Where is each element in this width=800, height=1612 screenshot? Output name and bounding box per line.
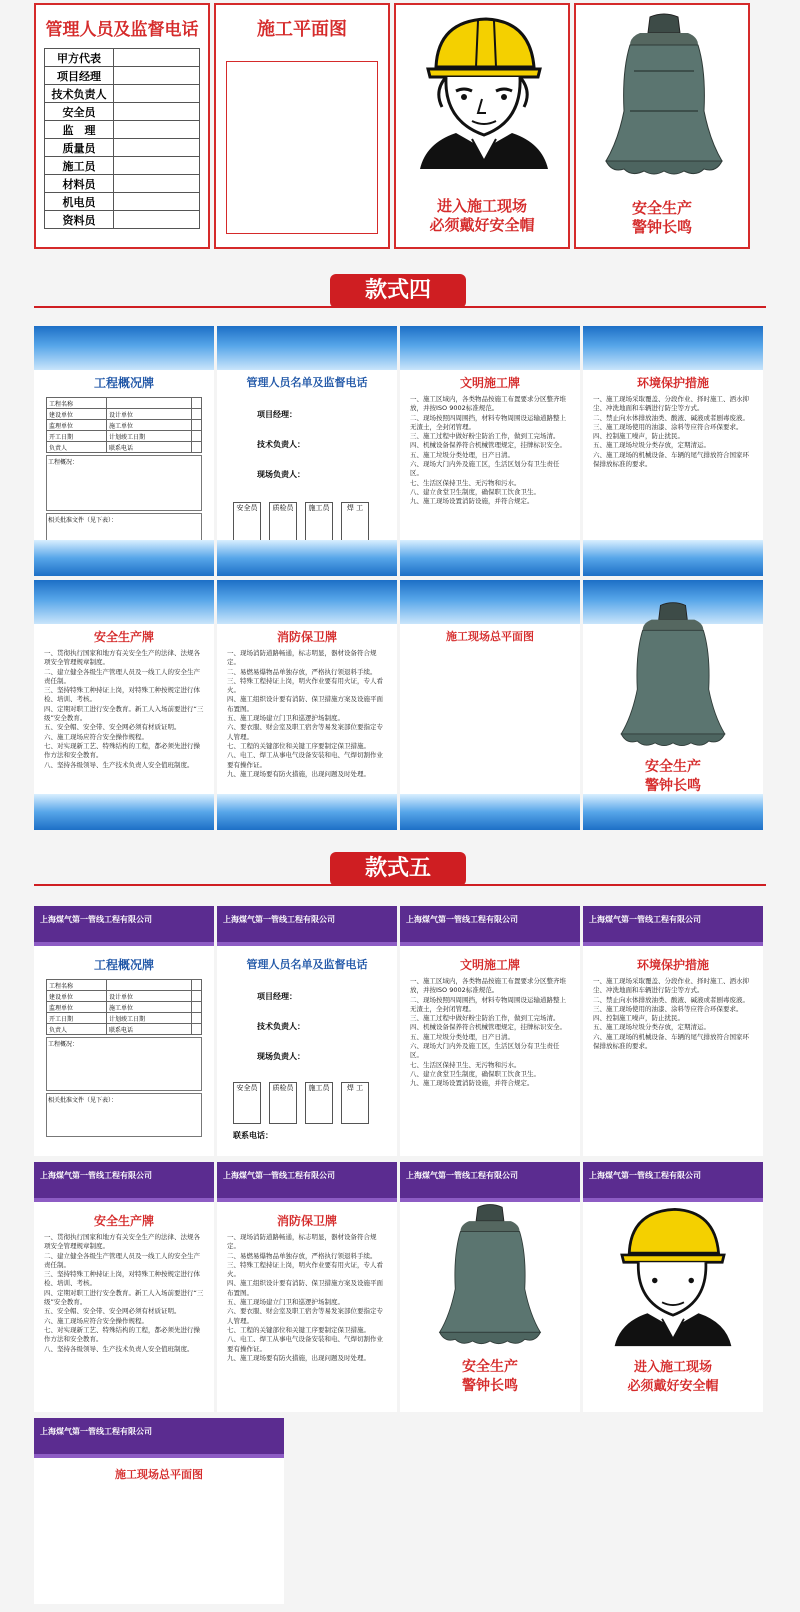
s5-staff-board: [217, 906, 397, 1156]
plan-placeholder: [226, 61, 378, 234]
s5-fire-title: 消防保卫牌: [276, 1214, 337, 1228]
s5-org-box: 焊 工: [341, 1082, 369, 1124]
s5-siteplan-title: 施工现场总平面图: [115, 1468, 203, 1481]
overview-cell: [191, 420, 201, 431]
s5-org-box: 质检员: [269, 1082, 297, 1124]
staff-role: 机电员: [45, 193, 114, 211]
overview-row: [47, 980, 202, 991]
s5-helmet-line2: 必须戴好安全帽: [627, 1379, 719, 1394]
helmet-board: [394, 3, 570, 249]
s4-staff-header-wave: [217, 326, 397, 370]
s4-staff-field-manager: 项目经理：: [257, 410, 297, 419]
s4-overview-table: [46, 397, 202, 453]
s5-company-header: 上海煤气第一管线工程有限公司: [400, 906, 580, 942]
s5-environment-text: 一、施工现场采取覆盖、分段作业、择时施工、洒水抑尘、冲洗地面和车辆进行防尘等方式。 二、禁止向水体排放油类、酸液、碱液或者剧毒废液。 三、施工现场使用的油漆、涂料等应符合环保要求。 四、控制施工噪声，防止扰民。 五、施工现场垃圾分类存放，定期清运。 六、施工现场的机械设备、车辆的尾气排放符合国家环保排放标准的要求。: [593, 977, 749, 1051]
staff-role: 监 理: [45, 121, 114, 139]
staff-row: [45, 193, 200, 211]
s4-civilized-footer-wave: [400, 540, 580, 576]
s5-bell-board: [400, 1162, 580, 1412]
s5-header-stripe: [217, 942, 397, 946]
helmet-slogan-line1: 进入施工现场: [436, 197, 527, 215]
staff-board-title: 管理人员及监督电话: [45, 20, 199, 40]
staff-contact-cell: [114, 193, 200, 211]
overview-cell: 联系电话: [106, 1024, 191, 1035]
staff-contact-cell: [114, 67, 200, 85]
staff-row: [45, 175, 200, 193]
overview-cell: 负责人: [47, 1024, 107, 1035]
s4-bell-footer-wave: [583, 794, 763, 830]
overview-row: [47, 420, 202, 431]
s4-org-box: 焊 工: [341, 502, 369, 544]
staff-contact-cell: [114, 49, 200, 67]
s4-staff-footer-wave: [217, 540, 397, 576]
s4-fire-header-wave: [217, 580, 397, 624]
s4-siteplan-board: [400, 580, 580, 830]
worker-helmet-illustration: [416, 11, 552, 171]
s4-staff-title: 管理人员名单及监督电话: [246, 376, 368, 389]
overview-row: [47, 442, 202, 453]
overview-row: [47, 1002, 202, 1013]
s5-company-header: 上海煤气第一管线工程有限公司: [34, 1162, 214, 1198]
staff-role: 项目经理: [45, 67, 114, 85]
s4-environment-footer-wave: [583, 540, 763, 576]
staff-contact-cell: [114, 85, 200, 103]
s5-civilized-title: 文明施工牌: [459, 958, 520, 972]
s5-bell-line1: 安全生产: [462, 1359, 518, 1375]
helmet-slogan-line2: 必须戴好安全帽: [429, 216, 535, 234]
overview-row: [47, 1024, 202, 1035]
plan-board: [214, 3, 390, 249]
s4-overview-header-wave: [34, 326, 214, 370]
staff-contact-cell: [114, 175, 200, 193]
s5-header-stripe: [34, 942, 214, 946]
s5-bell-illustration: [434, 1202, 546, 1348]
s4-bell-line1: 安全生产: [645, 759, 701, 775]
overview-row: [47, 1013, 202, 1024]
overview-cell: [191, 431, 201, 442]
staff-contact-cell: [114, 157, 200, 175]
s4-civilized-board: [400, 326, 580, 576]
s5-civilized-board: [400, 906, 580, 1156]
style5-banner: 款式五: [330, 852, 466, 886]
s4-overview-note: 工程概况：: [46, 455, 202, 511]
overview-cell: [191, 1002, 201, 1013]
s5-overview-title: 工程概况牌: [93, 958, 154, 972]
s5-header-stripe: [34, 1454, 284, 1458]
overview-row: [47, 409, 202, 420]
overview-row: [47, 431, 202, 442]
overview-cell: 计划竣工日期: [106, 1013, 191, 1024]
s5-header-stripe: [34, 1198, 214, 1202]
s4-staff-fields: [257, 400, 397, 490]
s5-overview-table: [46, 979, 202, 1035]
s4-staff-board: [217, 326, 397, 576]
s5-worker-helmet-illustration: [611, 1202, 735, 1348]
s5-company-header: 上海煤气第一管线工程有限公司: [34, 1418, 284, 1454]
staff-contact-cell: [114, 211, 200, 229]
s5-helmet-slogan: [583, 1358, 763, 1396]
overview-cell: [191, 1024, 201, 1035]
overview-cell: 施工单位: [106, 1002, 191, 1013]
overview-cell: [191, 442, 201, 453]
staff-contact-cell: [114, 103, 200, 121]
staff-row: [45, 103, 200, 121]
overview-cell: 监理单位: [47, 1002, 107, 1013]
s5-siteplan-board: [34, 1418, 284, 1604]
s4-overview-title: 工程概况牌: [93, 376, 154, 390]
s4-safety-footer-wave: [34, 794, 214, 830]
s5-overview-note: 工程概况：: [46, 1037, 202, 1091]
staff-row: [45, 121, 200, 139]
bell-slogan-line1: 安全生产: [631, 199, 692, 217]
overview-cell: 开工日期: [47, 1013, 107, 1024]
overview-cell: 设计单位: [106, 991, 191, 1002]
s5-environment-title: 环境保护措施: [636, 958, 709, 972]
s5-staff-field-tech: 技术负责人：: [257, 1022, 305, 1031]
s5-staff-field-site: 现场负责人：: [257, 1052, 305, 1061]
s5-company-header: 上海煤气第一管线工程有限公司: [34, 906, 214, 942]
s4-siteplan-title: 施工现场总平面图: [446, 630, 534, 643]
s4-fire-board: [217, 580, 397, 830]
style4-banner: 款式四: [330, 274, 466, 308]
s5-company-header: 上海煤气第一管线工程有限公司: [583, 1162, 763, 1198]
s4-staff-field-site: 现场负责人：: [257, 470, 305, 479]
overview-cell: 联系电话: [106, 442, 191, 453]
s5-header-stripe: [217, 1198, 397, 1202]
overview-cell: 开工日期: [47, 431, 107, 442]
overview-cell: 计划竣工日期: [106, 431, 191, 442]
s5-company-header: 上海煤气第一管线工程有限公司: [217, 906, 397, 942]
s5-safety-board: [34, 1162, 214, 1412]
overview-cell: 工程名称: [47, 980, 107, 991]
s4-safety-title: 安全生产牌: [93, 630, 154, 644]
overview-cell: 建设单位: [47, 409, 107, 420]
overview-cell: 建设单位: [47, 991, 107, 1002]
s4-safety-text: 一、贯彻执行国家和地方有关安全生产的法律、法规各项安全管理规章制度。 二、建立健全各级生产管理人员及一线工人的安全生产责任制。 三、坚持特殊工种持证上岗，对特殊工种按规定进行体检、培训、考核。 四、定期对职工进行安全教育。新工人入场前要进行“三级”安全教育。 五、安全帽、安全带、安全网必须有材质证明。 六、施工现场应符合安全操作规程。 七、对实现新工艺、特殊结构的工程，都必须先进行操作方法和安全教育。 八、坚持各级领导、生产技术负责人安全值班制度。: [44, 649, 204, 769]
overview-cell: [191, 980, 201, 991]
staff-role: 安全员: [45, 103, 114, 121]
s5-org-box: 安全员: [233, 1082, 261, 1124]
s4-fire-footer-wave: [217, 794, 397, 830]
s5-staff-title: 管理人员名单及监督电话: [246, 958, 368, 971]
s4-fire-text: 一、现场消防道路畅通，标志明显，器材设备符合规定。 二、易燃易爆物品单独存放，严格执行领退料手续。 三、特殊工程持证上岗，明火作业要有用火证，专人看火。 四、施工组织设计要有消防、保卫措施方案及设施平面布置图。 五、施工现场建立门卫和巡逻护场制度。 六、要衣服、财会室及职工宿舍等易发案部位要指定专人管理。 七、工程的关键部位和关键工序要制定保卫措施。 八、电工、焊工从事电气设备安装和电、气焊切割作业要有操作证。 九、施工现场要有防火措施，出现问题及时处理。: [227, 649, 383, 778]
overview-cell: [191, 409, 201, 420]
helmet-slogan: [396, 197, 568, 235]
s4-siteplan-header-wave: [400, 580, 580, 624]
s5-civilized-text: 一、施工区域内，各类物品按施工布置要求分区整齐堆放，并按ISO 9002标准规范。 二、现场按照四周围挡，材料专物周围设运输道路整上无渣土，全封闭管理。 三、施工过程中做好粉尘防治工作，做到工完场清。 四、机械设备保养符合机械管理规定，挂牌标识安全。 五、施工垃圾分类处理，日产日清。 六、现场大门内外及施工区，生活区划分有卫生责任区。 七、生活区保持卫生、无污物和污水。 八、建立食堂卫生制度，确保职工饮食卫生。 九、施工现场设置消防设施，并符合规定。: [410, 977, 566, 1088]
s5-overview-approvals: 相关批准文件（见下表）：: [46, 1093, 202, 1137]
s5-company-header: 上海煤气第一管线工程有限公司: [400, 1162, 580, 1198]
s5-helmet-line1: 进入施工现场: [633, 1360, 712, 1375]
overview-cell: [191, 1013, 201, 1024]
s4-civilized-text: 一、施工区域内，各类物品按施工布置要求分区整齐堆放，并按ISO 9002标准规范。 二、现场按照四周围挡，材料专物周围设运输道路整上无渣土，全封闭管理。 三、施工过程中做好粉尘防治工作，做到工完场清。 四、机械设备保养符合机械管理规定，挂牌标识安全。 五、施工垃圾分类处理，日产日清。 六、现场大门内外及施工区，生活区划分有卫生责任区。 七、生活区保持卫生、无污物和污水。 八、建立食堂卫生制度，确保职工饮食卫生。 九、施工现场设置消防设施，并符合规定。: [410, 395, 566, 506]
s5-bell-slogan: [400, 1358, 580, 1396]
overview-cell: 设计单位: [106, 409, 191, 420]
staff-board: [34, 3, 210, 249]
s4-staff-org-chart: [233, 502, 397, 544]
s4-environment-text: 一、施工现场采取覆盖、分段作业、择时施工、洒水抑尘、冲洗地面和车辆进行防尘等方式。 二、禁止向水体排放油类、酸液、碱液或者剧毒废液。 三、施工现场使用的油漆、涂料等应符合环保要求。 四、控制施工噪声，防止扰民。 五、施工现场垃圾分类存放，定期清运。 六、施工现场的机械设备、车辆的尾气排放符合国家环保排放标准的要求。: [593, 395, 749, 469]
bell-board: [574, 3, 750, 249]
staff-row: [45, 211, 200, 229]
bell-slogan-line2: 警钟长鸣: [631, 218, 692, 236]
staff-row: [45, 157, 200, 175]
s4-bell-slogan: [583, 758, 763, 796]
s4-civilized-header-wave: [400, 326, 580, 370]
s5-org-box: 施工员: [305, 1082, 333, 1124]
s4-safety-board: [34, 580, 214, 830]
s5-staff-phone: 联系电话：: [233, 1131, 273, 1140]
s4-overview-board: [34, 326, 214, 576]
s4-overview-footer-wave: [34, 540, 214, 576]
staff-row: [45, 85, 200, 103]
s4-siteplan-footer-wave: [400, 794, 580, 830]
s4-bell-illustration: [615, 600, 731, 750]
s5-helmet-board: [583, 1162, 763, 1412]
s4-overview-approvals: 相关批准文件（见下表）：: [46, 513, 202, 555]
s5-fire-text: 一、现场消防道路畅通，标志明显，器材设备符合规定。 二、易燃易爆物品单独存放，严格执行领退料手续。 三、特殊工程持证上岗，明火作业要有用火证，专人看火。 四、施工组织设计要有消防、保卫措施方案及设施平面布置图。 五、施工现场建立门卫和巡逻护场制度。 六、要衣服、财会室及职工宿舍等易发案部位要指定专人管理。 七、工程的关键部位和关键工序要制定保卫措施。 八、电工、焊工从事电气设备安装和电、气焊切割作业要有操作证。 九、施工现场要有防火措施，出现问题及时处理。: [227, 1233, 383, 1362]
s5-safety-title: 安全生产牌: [93, 1214, 154, 1228]
staff-table: [44, 48, 200, 229]
staff-role: 材料员: [45, 175, 114, 193]
s4-org-box: 施工员: [305, 502, 333, 544]
staff-role: 技术负责人: [45, 85, 114, 103]
overview-cell: [106, 398, 191, 409]
overview-cell: 施工单位: [106, 420, 191, 431]
overview-cell: 工程名称: [47, 398, 107, 409]
staff-contact-cell: [114, 139, 200, 157]
s5-staff-fields: [257, 982, 397, 1072]
bell-slogan: [576, 199, 748, 237]
s4-fire-title: 消防保卫牌: [276, 630, 337, 644]
s5-staff-org-chart: [233, 1082, 397, 1124]
s4-safety-header-wave: [34, 580, 214, 624]
overview-row: [47, 398, 202, 409]
overview-row: [47, 991, 202, 1002]
staff-contact-cell: [114, 121, 200, 139]
s4-bell-line2: 警钟长鸣: [645, 778, 701, 794]
bell-illustration: [600, 11, 728, 179]
staff-role: 甲方代表: [45, 49, 114, 67]
s4-bell-board: [583, 580, 763, 830]
overview-cell: [106, 980, 191, 991]
staff-row: [45, 49, 200, 67]
overview-cell: 负责人: [47, 442, 107, 453]
s5-fire-board: [217, 1162, 397, 1412]
s4-environment-header-wave: [583, 326, 763, 370]
overview-cell: 监理单位: [47, 420, 107, 431]
s4-org-box: 安全员: [233, 502, 261, 544]
staff-row: [45, 67, 200, 85]
s5-company-header: 上海煤气第一管线工程有限公司: [217, 1162, 397, 1198]
staff-role: 施工员: [45, 157, 114, 175]
overview-cell: [191, 398, 201, 409]
s4-org-box: 质检员: [269, 502, 297, 544]
staff-role: 资料员: [45, 211, 114, 229]
s5-safety-text: 一、贯彻执行国家和地方有关安全生产的法律、法规各项安全管理规章制度。 二、建立健全各级生产管理人员及一线工人的安全生产责任制。 三、坚持特殊工种持证上岗，对特殊工种按规定进行体检、培训、考核。 四、定期对职工进行安全教育。新工人入场前要进行“三级”安全教育。 五、安全帽、安全带、安全网必须有材质证明。 六、施工现场应符合安全操作规程。 七、对实现新工艺、特殊结构的工程，都必须先进行操作方法和安全教育。 八、坚持各级领导、生产技术负责人安全值班制度。: [44, 1233, 204, 1353]
staff-role: 质量员: [45, 139, 114, 157]
s5-overview-board: [34, 906, 214, 1156]
s5-header-stripe: [583, 942, 763, 946]
s4-environment-title: 环境保护措施: [636, 376, 709, 390]
s5-staff-field-manager: 项目经理：: [257, 992, 297, 1001]
s5-company-header: 上海煤气第一管线工程有限公司: [583, 906, 763, 942]
s4-civilized-title: 文明施工牌: [459, 376, 520, 390]
plan-board-title: 施工平面图: [257, 19, 347, 40]
s5-bell-line2: 警钟长鸣: [462, 1378, 518, 1394]
s5-environment-board: [583, 906, 763, 1156]
s4-environment-board: [583, 326, 763, 576]
s4-staff-field-tech: 技术负责人：: [257, 440, 305, 449]
overview-cell: [191, 991, 201, 1002]
s5-header-stripe: [400, 942, 580, 946]
staff-row: [45, 139, 200, 157]
